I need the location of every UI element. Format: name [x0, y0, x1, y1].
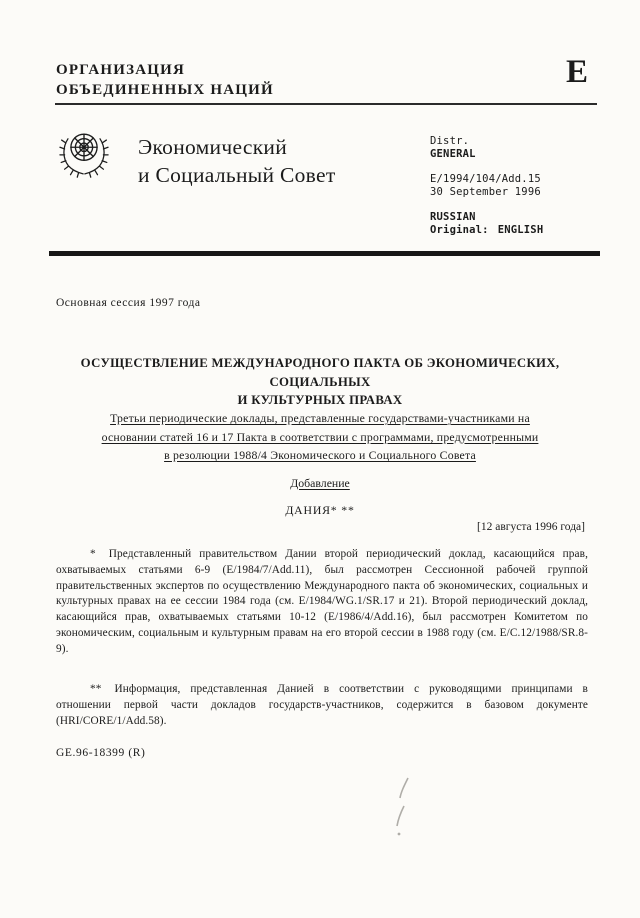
spacer	[430, 160, 543, 173]
org-name-line2: ОБЪЕДИНЕННЫХ НАЦИЙ	[56, 82, 274, 98]
footnote-2	[56, 682, 588, 729]
un-emblem-icon	[57, 125, 111, 183]
council-title	[138, 133, 336, 189]
document-title	[36, 354, 604, 410]
doc-language: RUSSIAN	[430, 211, 476, 223]
council-title-line1: Экономический	[138, 135, 288, 159]
addendum-label: Добавление	[290, 476, 350, 490]
footnote-1-text: Представленный правительством Дании второй периодический доклад, касающийся прав, охватываемых статьями 6-9 (E/1984/7/Add.11), был рассмотрен Сессионной рабочей группой правительственных экспертов по осуществлению Международного пакта об экономических, социальных и культурных правах на ее сессии 1984 года (см. E/1984/WG.1/SR.17 и 21). Второй периодический доклад, касающийся прав, охватываемых статьями 10-12 (E/1986/4/Add.16), был рассмотрен Комитетом по экономическим, социальным и культурным правам на его второй сессии в 1988 году (см. E/C.12/1988/SR.8-9).	[56, 548, 588, 655]
spacer	[430, 198, 543, 211]
section-divider	[49, 251, 600, 256]
original-language-line	[430, 224, 543, 237]
org-name	[56, 60, 274, 100]
session-line: Основная сессия 1997 года	[56, 297, 201, 309]
org-name-line1: ОРГАНИЗАЦИЯ	[56, 62, 186, 78]
footnote-1	[56, 547, 588, 658]
document-footer-code: GE.96-18399 (R)	[56, 747, 146, 759]
subtitle-line2: основании статей 16 и 17 Пакта в соответствии с программами, предусмотренными	[101, 429, 539, 444]
footnote-2-marker: **	[90, 683, 102, 695]
addendum-heading	[0, 476, 640, 491]
doc-date: 30 September 1996	[430, 185, 541, 198]
subtitle-line1: Третьи периодические доклады, представленные государствами-участниками на	[110, 411, 530, 425]
distribution-block	[430, 135, 543, 236]
distr-value: GENERAL	[430, 147, 476, 160]
council-title-line2: и Социальный Совет	[138, 163, 336, 187]
pen-marks	[386, 776, 422, 845]
footnote-2-text: Информация, представленная Данией в соответствии с руководящими принципами в отношении первой части докладов государств-участников, содержится в базовом документе (HRI/CORE/1/Add.58).	[56, 683, 588, 727]
document-subtitle	[36, 409, 604, 465]
footnote-1-marker: *	[90, 548, 96, 560]
country-heading: ДАНИЯ* **	[285, 503, 355, 517]
received-date: [12 августа 1996 года]	[477, 521, 585, 533]
subtitle-line3: в резолюции 1988/4 Экономического и Социального Совета	[164, 448, 476, 462]
original-label: Original:	[430, 223, 489, 236]
document-title-line1: ОСУЩЕСТВЛЕНИЕ МЕЖДУНАРОДНОГО ПАКТА ОБ ЭКОНОМИЧЕСКИХ, СОЦИАЛЬНЫХ	[80, 356, 560, 389]
distr-label: Distr.	[430, 135, 470, 147]
header-divider	[55, 103, 597, 105]
document-title-line2: И КУЛЬТУРНЫХ ПРАВАХ	[237, 393, 403, 407]
doc-symbol: E/1994/104/Add.15	[430, 173, 541, 185]
original-value: ENGLISH	[497, 223, 544, 236]
document-series-letter: E	[565, 54, 588, 90]
